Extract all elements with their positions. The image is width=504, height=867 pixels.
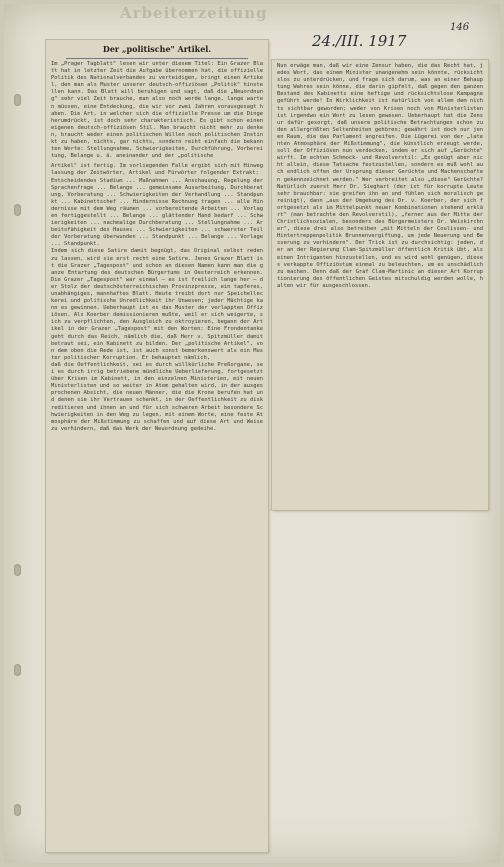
masthead-stamp: Arbeiterzeitung [120, 4, 268, 22]
clipping-column-2 [272, 60, 488, 510]
punch-hole [14, 564, 21, 576]
title-rule [66, 58, 248, 59]
col1-paragraph-2: Artikel" ist fertig. Im vorliegenden Falle ergibt sich mit Hinweglassung der Zeitwörter, Artikel und Fürwörter folgender Extrakt: [51, 163, 263, 177]
punch-hole [14, 94, 21, 106]
page-number-note: 146 [450, 22, 470, 33]
punch-hole [14, 804, 21, 816]
date-note: 24./III. 1917 [312, 32, 407, 50]
col1-paragraph-4: Indem sich diese Satire damit begnügt, das Original selbst reden zu lassen, wird sie erst recht eine Satire. Jenes Grazer Blatt ist die Grazer „Tagespost" und schon an diesen Namen kann man die ganze Entartung des deutschen Bürgertums in Oesterreich erkennen. Die Grazer „Tagespost" war einmal — es ist freilich lange her — der Stolz der deutschösterreichischen Provinzpresse, ein tapferes, unabhängiges, mannhaftes Blatt. Heute treibt dort nur Speichelleckerei und politische Unredlichkeit ihr Unwesen; jeder Mächtige kann es gewinnen. Ueberhaupt ist es das Muster der verlappten Offiziösen. Als Koerber demissionieren mußte, weil er sich weigerte, sich zu verpflichten, den Ausgleich zu oktroyieren, begann der Artikel in der Grazer „Tagespost" mit den Worten: Eine Frondentanke geht durch das Reich, nämlich die, daß Herr v. Spitzmüller damit betraut sei, ein Kabinett zu bilden. Der „politische Artikel", von dem oben die Rede ist, ist auch sonst bemerkenswert als ein Muster politischer Korruption. Er behauptet nämlich, [51, 248, 263, 361]
punch-hole [14, 664, 21, 676]
article-title: Der „politische" Artikel. [102, 44, 212, 54]
col1-paragraph-3: Entscheidendes Stadium ... Maßnahmen ... Anschauung, Regelung der Sprachenfrage ... Belange ... gemeinsame Ausarbeitung, Durchberatung, Vorberatung ... Schwierigkeiten der Verhandlung ... Standpunkt ... Kabinettschef ... Hindernisse Rechnung tragen ... alle Hindernisse mit dem Weg räumen ... vorbereitende Arbeiten ... Vorlagen fertiggestellt ... Belange ... glättender Hand bedarf ... Schwierigkeiten ... nachmalige Durchberatung ... Stellungnahme ... Arbeitsfähigkeit des Hauses ... Schwierigkeiten ... schwerster Teil der Vorberatung überwunden ... Standpunkt ... Belange ... Vorlage ... Standpunkt. [51, 177, 263, 248]
col1-paragraph-1: Im „Prager Tagblatt" lesen wir unter diesem Titel: Ein Grazer Blatt hat in letzter Zeit die Aufgabe übernommen hat, die offizielle Politik des Nationalverbandes zu verteidigen, bringt einen Artikel, den man als Muster unserer deutsch-offiziösen „Politik" hinstellen kann. Das Blatt will beruhigen und sagt, daß die „Neuordnung" sehr viel Zeit brauche, man also noch werde lange, lange warten müssen, eine Entdeckung, die wir vor zwei Jahren vorausgesagt haben. Die Art, in welcher sich die offizielle Presse um die Dinge herumdrückt, ist doch sehr charakteristisch. Es gibt schon einen eigenen deutsch-offiziösen Stil. Man braucht nicht mehr zu denken, braucht weder einen politischen Willen noch politischen Instinkt zu haben, nichts, gar nichts, sondern reiht einfach die bekannten Worte: Stellungnahme, Schwierigkeiten, Durchführung, Vorbereitung, Belange u. ä. aneinander und der „politische [51, 61, 263, 160]
punch-hole [14, 204, 21, 216]
col1-paragraph-5: daß die Oeffentlichkeit, sei es durch willkürliche Preßorgane, sei es durch irrig betriebene mündliche Ueberlieferung, fortgesetzt über Krisen im Kabinett, in den einzelnen Ministerien, mit neuen Ministerlisten und so weiter in Atem gehalten wird, in der ausgesprochenen Absicht, die neuen Männer, die die Krone berufen hat und denen sie ihr Vertrauen schenkt, in der Oeffentlichkeit zu diskreditieren und ihnen an und für sich schweren Arbeit besondere Schwierigkeiten in den Weg zu legen, mit einem Worte, eine feste Atmosphäre der Mißstimmung zu schaffen und auf diese Art und Weise zu verhindern, daß das Werk der Neuordnung gedeihe. [51, 361, 263, 432]
col2-paragraph-1: Nun erwäge man, daß wir eine Zensur haben, die das Recht hat, jedes Wort, das einem Minister unangenehm sein könnte, rücksichtslos zu unterdrücken, und frage sich darum, was an einer Behauptung Wahres sein könne, die darin gipfelt, daß gegen den ganzen Bestand des Kabinetts eine heftige und rücksichtslose Kampagne geführt werde! In Wirklichkeit ist natürlich von allem dem nichts sichtbar geworden; weder von Krisen noch von Ministerlisten ist irgendwo ein Wort zu lesen gewesen. Ueberhaupt hat die Zensur dafür gesorgt, daß unsere politische Betrachtungen schon zu den allergrößten Seltenheiten gehören; gewährt ist doch nur jenen Raum, die das Parlament angreifen. Die Lügerei von der „latenten Atmosphäre der Mißstimmung", die künstlich erzeugt werde, soll der Offiziösen nun verdecken, indem er sich auf „Gerüchte" wirft. Im echten Schmock- und Revolverstil: „Es genügt aber nicht allein, diese Tatsache festzustellen, sondern es muß wohl auch endlich offen der Ursprung dieser Gerüchte und Machenschaften gekennzeichnet werden." Wer verbreitet also „diese" Gerüchte? Natürlich zuerst Herr Dr. Sieghart (der ist für korrupte Leute sehr brauchbar: sie greifen ihn an und fühlen sich moralisch gereinigt), dann „aus der Umgebung des Dr. v. Koerber, der sich fortgesetzt als im Mittelpunkt neuer Kombinationen stehend erklärt" (man betrachte den Revolverstil), „ferner aus der Mitte der Christlichsozialen, besonders des Bürgermeisters Dr. Weiskirchner", diese drei also betreiben „mit Mitteln der Coulissen- und Hintertreppenpolitik Brunnenvergiftung, um jede Neuerung und Besserung zu verhindern". Der Trick ist zu durchsichtig: jeden, der an der Regierung Clam-Spitzmüller öffentlich Kritik übt, als einen Intriganten hinzustellen, und es wird wohl genügen, dieses verkappte Offiziöstum einmal zu beleuchten, um es unschädlich zu machen. Denn daß der Graf Clam-Martinic an dieser Art Korruptionierung des öffentlichen Geistes mitschuldig werden wolle, halten wir für ausgeschlossen. [277, 63, 483, 289]
clipping-column-1 [46, 40, 268, 852]
